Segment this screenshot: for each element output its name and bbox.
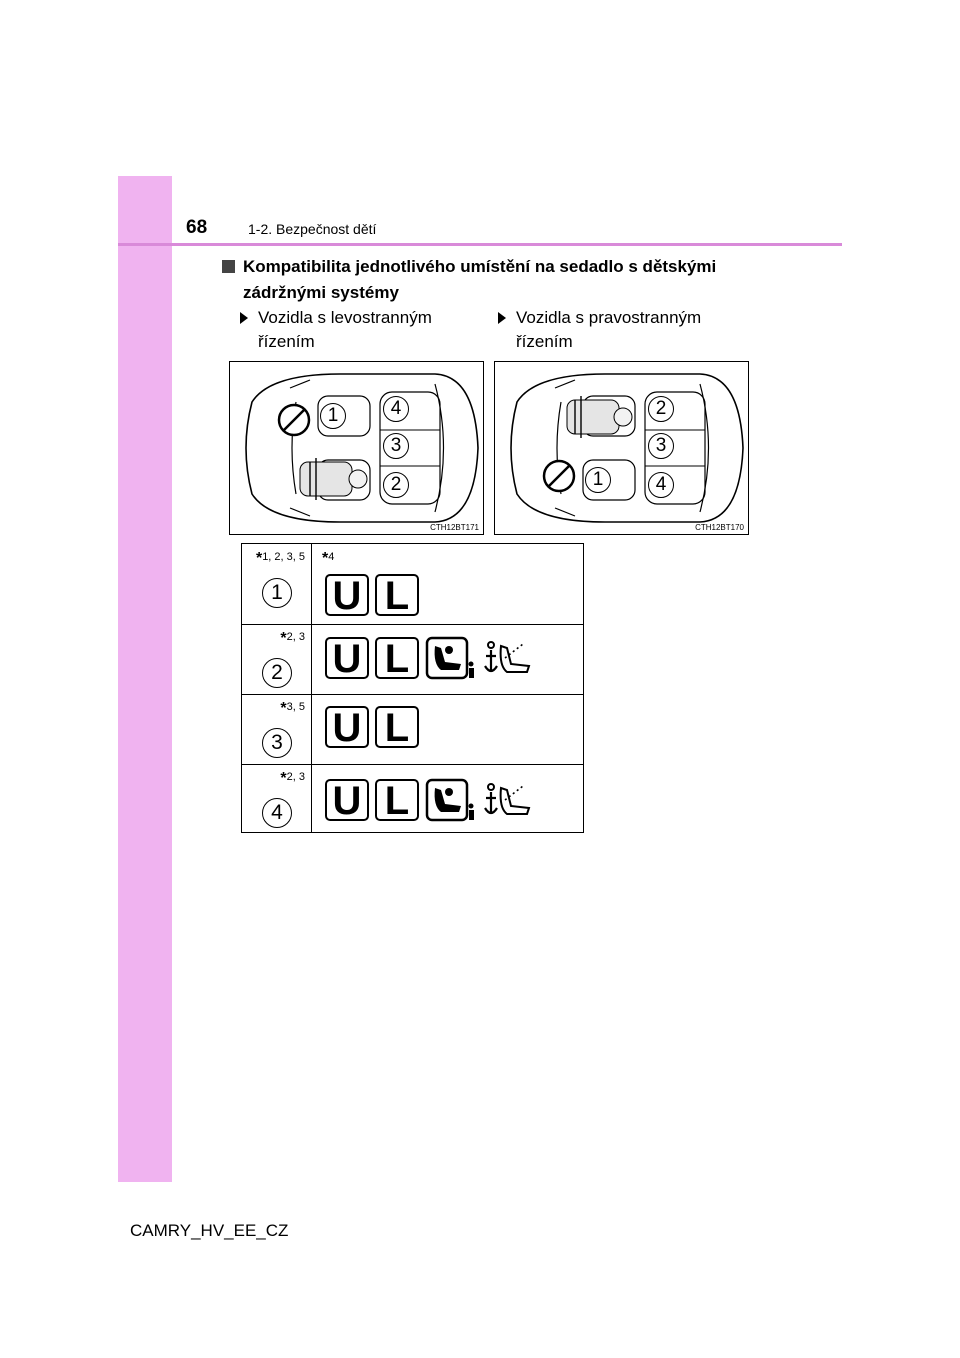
subheading-right: Vozidla s pravostranným řízením bbox=[498, 306, 738, 354]
diagram-seat-3: 3 bbox=[383, 433, 409, 459]
diagram-seat-2: 2 bbox=[648, 396, 674, 422]
seat-type-icons bbox=[325, 636, 531, 680]
table-row bbox=[242, 764, 583, 832]
seat-number-badge: 1 bbox=[262, 578, 292, 608]
seat-type-icons bbox=[325, 574, 419, 616]
footnote-reference: *3, 5 bbox=[280, 700, 305, 717]
child-seat-anchor-icon bbox=[483, 636, 531, 680]
table-row bbox=[242, 544, 583, 625]
subheading-left: Vozidla s levostranným řízením bbox=[240, 306, 480, 354]
diagram-seat-1: 1 bbox=[320, 403, 346, 429]
seat-number-badge: 3 bbox=[262, 728, 292, 758]
side-tab-bar bbox=[118, 176, 172, 1182]
seat-cell bbox=[242, 694, 312, 764]
footnote-reference: *1, 2, 3, 5 bbox=[255, 550, 305, 567]
header-rule bbox=[118, 243, 842, 246]
triangle-bullet-icon bbox=[498, 312, 506, 324]
footnote-reference: *4 bbox=[322, 550, 335, 567]
child-seat-anchor-icon bbox=[483, 778, 531, 822]
square-bullet-icon bbox=[222, 260, 235, 273]
footnote-reference: *2, 3 bbox=[280, 770, 305, 787]
section-heading bbox=[222, 254, 782, 306]
limited-l-icon: L bbox=[375, 779, 419, 821]
limited-l-icon: L bbox=[375, 706, 419, 748]
child-seat-isofix-icon bbox=[425, 778, 477, 822]
figure-code: CTH12BT170 bbox=[695, 523, 744, 532]
heading-text: Kompatibilita jednotlivého umístění na sedadlo s dětskými zádržnými systémy bbox=[243, 257, 717, 302]
table-row bbox=[242, 624, 583, 695]
footnote-reference: *2, 3 bbox=[280, 630, 305, 647]
diagram-seat-1: 1 bbox=[585, 467, 611, 493]
diagram-seat-2: 2 bbox=[383, 472, 409, 498]
diagram-seat-4: 4 bbox=[648, 472, 674, 498]
universal-u-icon: U bbox=[325, 779, 369, 821]
diagram-seat-4: 4 bbox=[383, 396, 409, 422]
universal-u-icon: U bbox=[325, 637, 369, 679]
car-top-view-illustration bbox=[230, 362, 483, 534]
universal-u-icon: U bbox=[325, 574, 369, 616]
seat-number-badge: 2 bbox=[262, 658, 292, 688]
seat-number-badge: 4 bbox=[262, 798, 292, 828]
compatibility-table bbox=[241, 543, 584, 833]
figure-code: CTH12BT171 bbox=[430, 523, 479, 532]
page-number: 68 bbox=[186, 217, 208, 238]
car-top-view-illustration bbox=[495, 362, 748, 534]
seat-cell bbox=[242, 624, 312, 694]
seat-cell bbox=[242, 764, 312, 832]
universal-u-icon: U bbox=[325, 706, 369, 748]
footer-code: CAMRY_HV_EE_CZ bbox=[130, 1221, 289, 1240]
table-row bbox=[242, 694, 583, 765]
limited-l-icon: L bbox=[375, 574, 419, 616]
car-diagram-left-hand-drive bbox=[229, 361, 484, 535]
seat-cell bbox=[242, 544, 312, 624]
diagram-seat-3: 3 bbox=[648, 433, 674, 459]
seat-type-icons bbox=[325, 706, 419, 748]
car-diagram-right-hand-drive bbox=[494, 361, 749, 535]
child-seat-isofix-icon bbox=[425, 636, 477, 680]
limited-l-icon: L bbox=[375, 637, 419, 679]
section-title: 1-2. Bezpečnost dětí bbox=[248, 221, 377, 237]
triangle-bullet-icon bbox=[240, 312, 248, 324]
seat-type-icons bbox=[325, 778, 531, 822]
